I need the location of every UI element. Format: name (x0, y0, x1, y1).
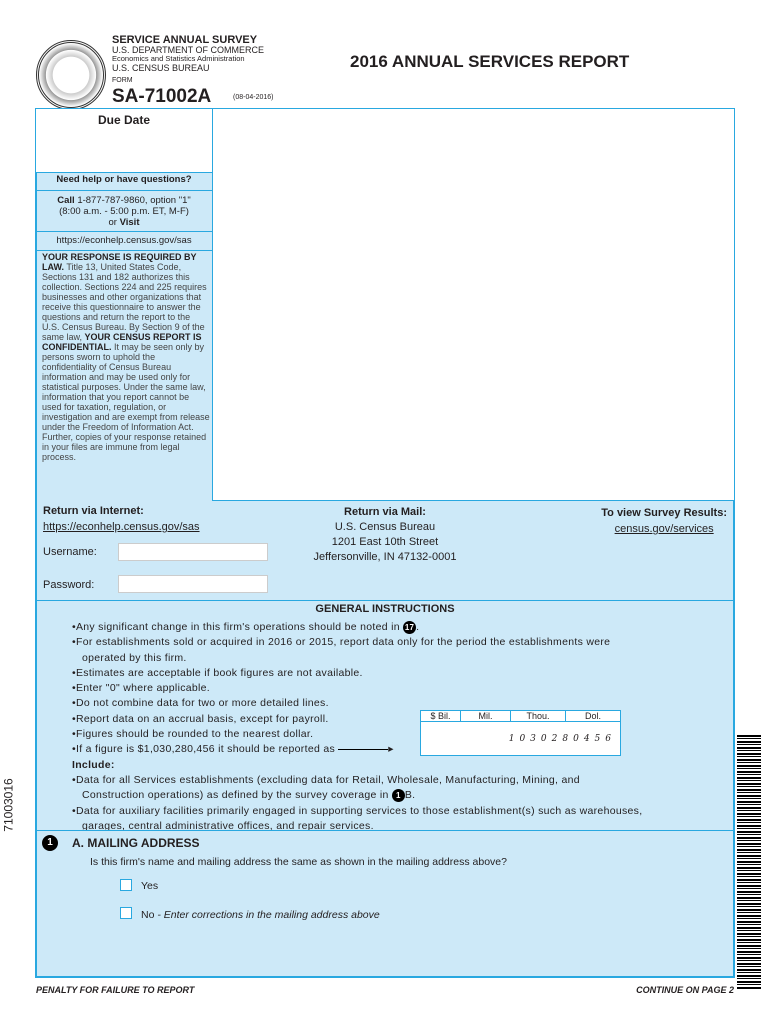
page-title: 2016 ANNUAL SERVICES REPORT (350, 52, 630, 71)
no-checkbox[interactable] (120, 907, 132, 919)
side-form-code: 71003016 (1, 778, 16, 832)
form-label: FORM (112, 77, 133, 84)
survey-results: To view Survey Results: census.gov/services (601, 507, 727, 535)
administration: Economics and Statistics Administration (112, 54, 245, 63)
penalty-note: PENALTY FOR FAILURE TO REPORT (36, 985, 195, 995)
department: U.S. DEPARTMENT OF COMMERCE (112, 45, 265, 55)
results-url-link[interactable]: census.gov/services (614, 523, 714, 535)
item-17-ref-icon: 17 (404, 623, 415, 632)
commerce-seal-logo (36, 40, 106, 110)
due-date-label: Due Date (97, 113, 150, 127)
help-heading: Need help or have questions? (56, 174, 192, 185)
section-title: A. MAILING ADDRESS (72, 836, 200, 850)
yes-label: Yes (141, 880, 159, 892)
password-input[interactable] (118, 575, 268, 593)
item-1-ref-icon: 1 (392, 789, 405, 802)
call-label: Call (57, 195, 75, 206)
due-date-box (35, 108, 213, 173)
password-label: Password: (43, 579, 95, 591)
help-section (36, 174, 212, 246)
continue-note: CONTINUE ON PAGE 2 (636, 985, 734, 995)
no-label: No (141, 909, 155, 921)
form-date: (08-04-2016) (233, 94, 274, 101)
arrow-icon (338, 749, 388, 750)
legal-notice: YOUR RESPONSE IS REQUIRED BY LAW. Title 13, United States Code, Sections 131 and 182 authorizes this collection. Sections 224 and 225 requires businesses and other organizations that receive this questionnaire to answer the questions and return the report to the U.S. Census Bureau. By Section 9 of the same law, YOUR CENSUS REPORT IS CONFIDENTIAL. It may be seen only by persons sworn to uphold the confidentiality of Census Bureau information and may be used only for statistical purposes. Under the same law, information that you report cannot be used for taxation, regulation, or investigation and are exempt from release under the Freedom of Information Act. Further, copies of your response retained in your files are immune from legal process. (42, 252, 210, 462)
section-number-icon: 1 (42, 835, 58, 851)
form-number: SA-71002A (112, 86, 212, 107)
bureau: U.S. CENSUS BUREAU (112, 63, 210, 73)
internet-url-link[interactable]: https://econhelp.census.gov/sas (43, 521, 200, 533)
instructions-heading: GENERAL INSTRUCTIONS (315, 603, 455, 615)
hours: (8:00 a.m. - 5:00 p.m. ET, M-F) (59, 206, 189, 217)
no-note: - Enter corrections in the mailing address above (154, 909, 380, 921)
mailing-address-area (212, 108, 735, 501)
internet-heading: Return via Internet: (43, 505, 144, 517)
yes-checkbox[interactable] (120, 879, 132, 891)
username-input[interactable] (118, 543, 268, 561)
or: or (108, 217, 117, 228)
section-question: Is this firm's name and mailing address the same as shown in the mailing address above? (90, 856, 507, 868)
phone: 1-877-787-9860, option "1" (77, 195, 191, 206)
mail-address: Return via Mail: U.S. Census Bureau 1201 East 10th Street Jeffersonville, IN 47132-0001 (313, 506, 457, 563)
visit-label: Visit (119, 217, 140, 228)
amount-example-value: 1030280456 (421, 722, 621, 756)
barcode-icon (737, 735, 761, 990)
survey-name: SERVICE ANNUAL SURVEY (112, 34, 258, 46)
help-url-link[interactable]: https://econhelp.census.gov/sas (56, 235, 192, 246)
amount-example: $ Bil. Mil. Thou. Dol. 1030280456 (420, 710, 621, 756)
instructions-list: •Any significant change in this firm's operations should be noted in 17 . •For establishments sold or acquired in 2016 or 2015, report data only for the period the establishments were operated by this firm. •Estimates are acceptable if book figures are not available. •Enter "0" where applicable. •Do not combine data for two or more detailed lines. •Report data on an accrual basis, except for payroll. •Figures should be rounded to the nearest dollar. •If a figure is $1,030,280,456 it should be reported as ▸ Include: •Data for all Services establishments (excluding data for Retail, Wholesale, Manufacturing, Mining, and Construction operations) as defined by the survey coverage in 1 B. •Data for auxiliary facilities primarily engaged in supporting services to those establishment(s) such as warehouses, garages, central administrative offices, and repair services. (72, 621, 643, 832)
return-section (35, 503, 735, 600)
username-label: Username: (43, 546, 97, 558)
